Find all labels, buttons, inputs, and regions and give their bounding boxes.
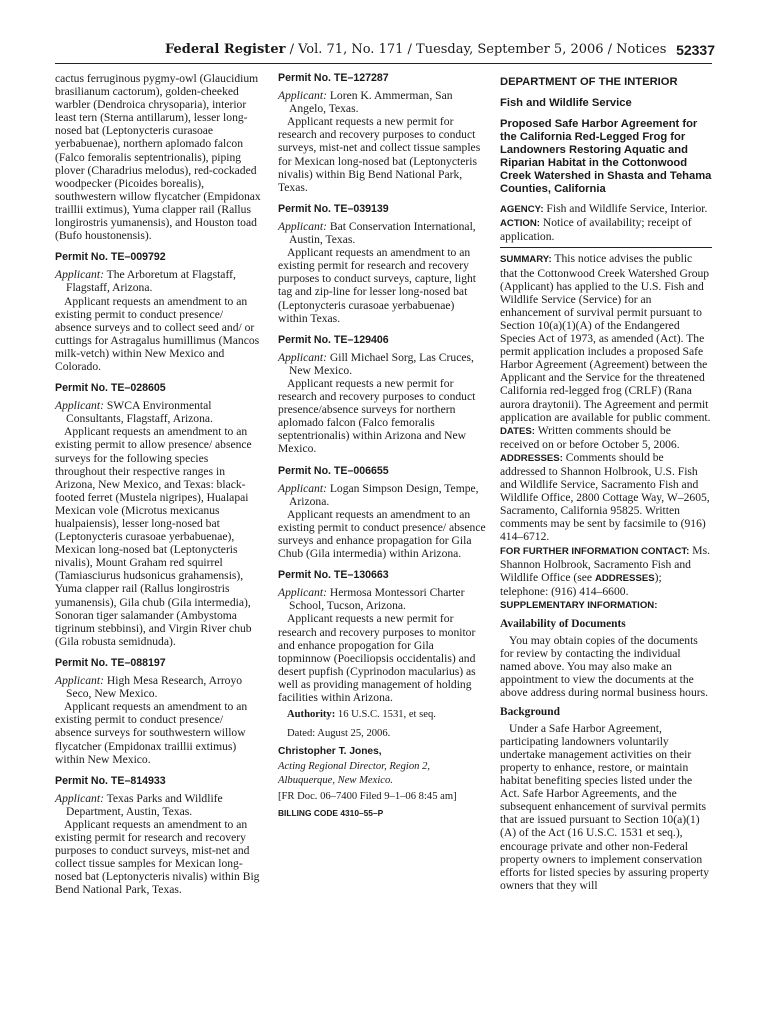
dates-text: Written comments should be received on or before October 5, 2006.	[500, 423, 680, 451]
service-heading: Fish and Wildlife Service	[500, 97, 632, 110]
addresses-line	[500, 451, 712, 544]
supplementary-line	[500, 598, 712, 612]
applicant-line	[55, 674, 262, 700]
permit-body: Applicant requests a new permit for research and recovery purposes to conduct presence/absence surveys for northern aplomado falcon (Falco femoralis septentrionalis) within Arizona and New Mexico.	[278, 376, 476, 456]
permit-body: Applicant requests a new permit for research and recovery purposes to monitor and enhance propogation for Gila topminnow (Poeciliopsis occidentalis) and desert pupfish (Cyprinodon macularius) as well as providing management of holding facilities within Arizona.	[278, 612, 476, 705]
applicant-label: Applicant:	[278, 350, 327, 364]
column-1	[55, 72, 262, 897]
applicant-label: Applicant:	[278, 89, 327, 103]
contact-end: ); telephone: (916) 414–6600.	[500, 570, 662, 598]
authority-line	[278, 708, 486, 721]
permit-body: Applicant requests an amendment to an existing permit to conduct presence/ absence surveys for southwestern willow flycatcher (Empidonax traillii extimus) within New Mexico.	[55, 700, 248, 766]
applicant-label: Applicant:	[278, 586, 327, 600]
signer-title: Acting Regional Director, Region 2, Albuquerque, New Mexico.	[278, 761, 431, 786]
applicant-line	[278, 482, 486, 508]
contact-see-label: ADDRESSES	[594, 572, 655, 584]
applicant-label: Applicant:	[55, 268, 104, 282]
column-3	[500, 72, 712, 892]
summary-line	[500, 252, 712, 423]
agency-label: AGENCY:	[500, 204, 544, 216]
applicant-label: Applicant:	[55, 399, 104, 413]
applicant-name: Gill Michael Sorg, Las Cruces, New Mexico.	[289, 350, 474, 377]
availability-heading: Availability of Documents	[500, 618, 626, 630]
column-2	[278, 72, 486, 820]
permit-heading: Permit No. TE–814933	[55, 774, 166, 787]
applicant-line	[278, 89, 486, 115]
applicant-label: Applicant:	[278, 219, 327, 233]
applicant-name: Loren K. Ammerman, San Angelo, Texas.	[289, 89, 453, 116]
page-header	[55, 42, 715, 62]
contact-text: Ms. Shannon Holbrook, Sacramento Fish and Wildlife Office (see	[500, 543, 710, 584]
running-head	[165, 42, 666, 57]
dates-line	[500, 424, 712, 451]
addresses-text: Comments should be addressed to Shannon Holbrook, U.S. Fish and Wildlife Service, Sacramento Fish and Wildlife Office, 2800 Cottage Way, W–2605, Sacramento, California 95825. Written comments may be sent by facsimile to (916) 414–6712.	[500, 450, 710, 544]
permit-heading: Permit No. TE–028605	[55, 382, 166, 395]
contact-label: FOR FURTHER INFORMATION CONTACT:	[500, 545, 690, 557]
applicant-name: Texas Parks and Wildlife Department, Austin, Texas.	[66, 791, 223, 818]
permit-body: Applicant requests an amendment to an existing permit to conduct presence/ absence surveys and to collect seed and/ or cuttings for Astragalus humillimus (Mancos milk-vetch) within New Mexico and Colorado.	[55, 294, 260, 373]
document-title: Proposed Safe Harbor Agreement for the California Red-Legged Frog for Landowners Restoring Aquatic and Riparian Habitat in the Cottonwood Creek Watershed in Shasta and Tehama Counties, California	[500, 118, 712, 196]
permit-body: Applicant requests an amendment to an existing permit for research and recovery purposes to conduct surveys, capture, light tag and zip-line for lesser long-nosed bat (Leptonycteris curasoae yerbabuenae) within Texas.	[278, 246, 477, 325]
dated-line: Dated: August 25, 2006.	[287, 728, 391, 740]
applicant-label: Applicant:	[55, 791, 104, 805]
permit-body: Applicant requests an amendment to an existing permit to allow presence/ absence surveys for the following species throughout their respective ranges in Arizona, New Mexico, and Texas: black-footed ferret (Mustela nigripes), Hualapai Mexican vole (Microtus mexicanus hualpaiensis), lesser long-nosed bat (Leptonycteris curasoae yerbabuenae), Mexican long-nosed bat (Leptonycteris nivalis), Mount Graham red squirrel (Tamiasciurus hudsonicus grahamensis), Yuma clapper rail (Rallus longirostris yumanensis), Gila chub (Gila intermedia), Sonoran tiger salamander (Ambystoma tigrinum stebbinsi), and Virgin River chub (Gila robusta semidnuda).	[55, 425, 252, 648]
dates-label: DATES:	[500, 425, 535, 437]
applicant-line	[55, 268, 262, 294]
action-line	[500, 216, 712, 243]
applicant-label: Applicant:	[55, 674, 104, 688]
billing-code: BILLING CODE 4310–55–P	[278, 807, 384, 818]
permit-body: Applicant requests an amendment to an existing permit for research and recovery purposes to conduct surveys, mist-net and collect tissue samples for Mexican long-nosed bat (Leptonycteris nivalis) within Big Bend National Park, Texas.	[55, 817, 260, 897]
applicant-name: The Arboretum at Flagstaff, Flagstaff, Arizona.	[66, 268, 236, 295]
authority-label: Authority:	[287, 709, 336, 721]
applicant-line	[278, 351, 486, 377]
permit-heading: Permit No. TE–129406	[278, 333, 389, 346]
permit-heading: Permit No. TE–006655	[278, 464, 389, 477]
journal-name: Federal Register	[165, 42, 286, 57]
background-heading: Background	[500, 705, 560, 718]
background-body: Under a Safe Harbor Agreement, participating landowners voluntarily undertake management activities on their property to enhance, restore, or maintain habitat benefiting species listed under the Act. Safe Harbor Agreements, and the subsequent enhancement of survival permits that are issued pursuant to Section 10(a)(1)(A) of the Act (16 U.S.C. 1531 et seq.), encourage private and other non-Federal property owners to implement conservation efforts for listed species by assuring property owners that they will	[500, 721, 710, 892]
permit-heading: Permit No. TE–127287	[278, 72, 389, 84]
page-number: 52337	[676, 42, 715, 58]
permit-heading: Permit No. TE–088197	[55, 656, 166, 669]
applicant-name: SWCA Environmental Consultants, Flagstaff, Arizona.	[66, 399, 213, 426]
permit-heading: Permit No. TE–130663	[278, 569, 389, 582]
issue-info: / Vol. 71, No. 171 / Tuesday, September 5, 2006 / Notices	[285, 42, 667, 57]
applicant-name: High Mesa Research, Arroyo Seco, New Mexico.	[66, 674, 243, 701]
intro-paragraph: cactus ferruginous pygmy-owl (Glaucidium brasilianum cactorum), golden-cheeked warbler (Dendroica chrysoparia), interior least tern (Sterna antillarum), lesser long-nosed bat (Leptonycteris curasoae yerbabuenae), northern aplomado falcon (Falco femoralis septentrionalis), piping plover (Charadrius melodus), red-cockaded woodpecker (Picoides borealis), southwestern willow flycatcher (Empidonax traillii extimus), Yuma clapper rail (Rallus longirostris yumanensis), and Houston toad (Bufo houstonensis).	[55, 72, 261, 243]
permit-heading: Permit No. TE–039139	[278, 202, 389, 215]
applicant-line	[55, 399, 262, 425]
action-text: Notice of availability; receipt of application.	[500, 216, 692, 244]
signer-name: Christopher T. Jones,	[278, 746, 382, 758]
section-rule	[500, 247, 712, 248]
agency-line	[500, 202, 712, 216]
applicant-line	[278, 220, 486, 246]
supplementary-label: SUPPLEMENTARY INFORMATION:	[500, 599, 658, 611]
contact-line	[500, 544, 712, 598]
fr-doc-line: [FR Doc. 06–7400 Filed 9–1–06 8:45 am]	[278, 790, 457, 802]
applicant-line	[278, 586, 486, 612]
applicant-line	[55, 792, 262, 818]
availability-body: You may obtain copies of the documents for review by contacting the individual named above. You may also make an appointment to view the documents at the above address during normal business hours.	[500, 634, 709, 700]
summary-text: This notice advises the public that the Cottonwood Creek Watershed Group (Applicant) has applied to the U.S. Fish and Wildlife Service (Service) for an enhancement of survival permit pursuant to Section 10(a)(1)(A) of the Endangered Species Act of 1973, as amended (Act). The permit application includes a proposed Safe Harbor Agreement (Agreement) between the Applicant and the Service for the threatened California red-legged frog (CRLF) (Rana aurora draytonii). The Agreement and permit application are available for public comment.	[500, 252, 711, 424]
permit-heading: Permit No. TE–009792	[55, 251, 166, 264]
applicant-label: Applicant:	[278, 481, 327, 495]
header-rule	[55, 63, 712, 64]
permit-body: Applicant requests an amendment to an existing permit to conduct presence/ absence surveys and enhance propagation for Gila Chub (Gila intermedia) within Arizona.	[278, 507, 486, 561]
addresses-label: ADDRESSES:	[500, 452, 563, 464]
permit-body: Applicant requests a new permit for research and recovery purposes to conduct surveys, mist-net and collect tissue samples for Mexican long-nosed bat (Leptonycteris nivalis) within Big Bend National Park, Texas.	[278, 115, 481, 194]
summary-label: SUMMARY:	[500, 254, 552, 266]
department-heading: DEPARTMENT OF THE INTERIOR	[500, 76, 678, 88]
applicant-name: Hermosa Montessori Charter School, Tucson, Arizona.	[289, 586, 465, 613]
applicant-name: Bat Conservation International, Austin, Texas.	[289, 219, 476, 247]
agency-text: Fish and Wildlife Service, Interior.	[543, 202, 708, 216]
action-label: ACTION:	[500, 218, 540, 230]
authority-text: 16 U.S.C. 1531, et seq.	[335, 709, 436, 721]
applicant-name: Logan Simpson Design, Tempe, Arizona.	[289, 481, 479, 508]
